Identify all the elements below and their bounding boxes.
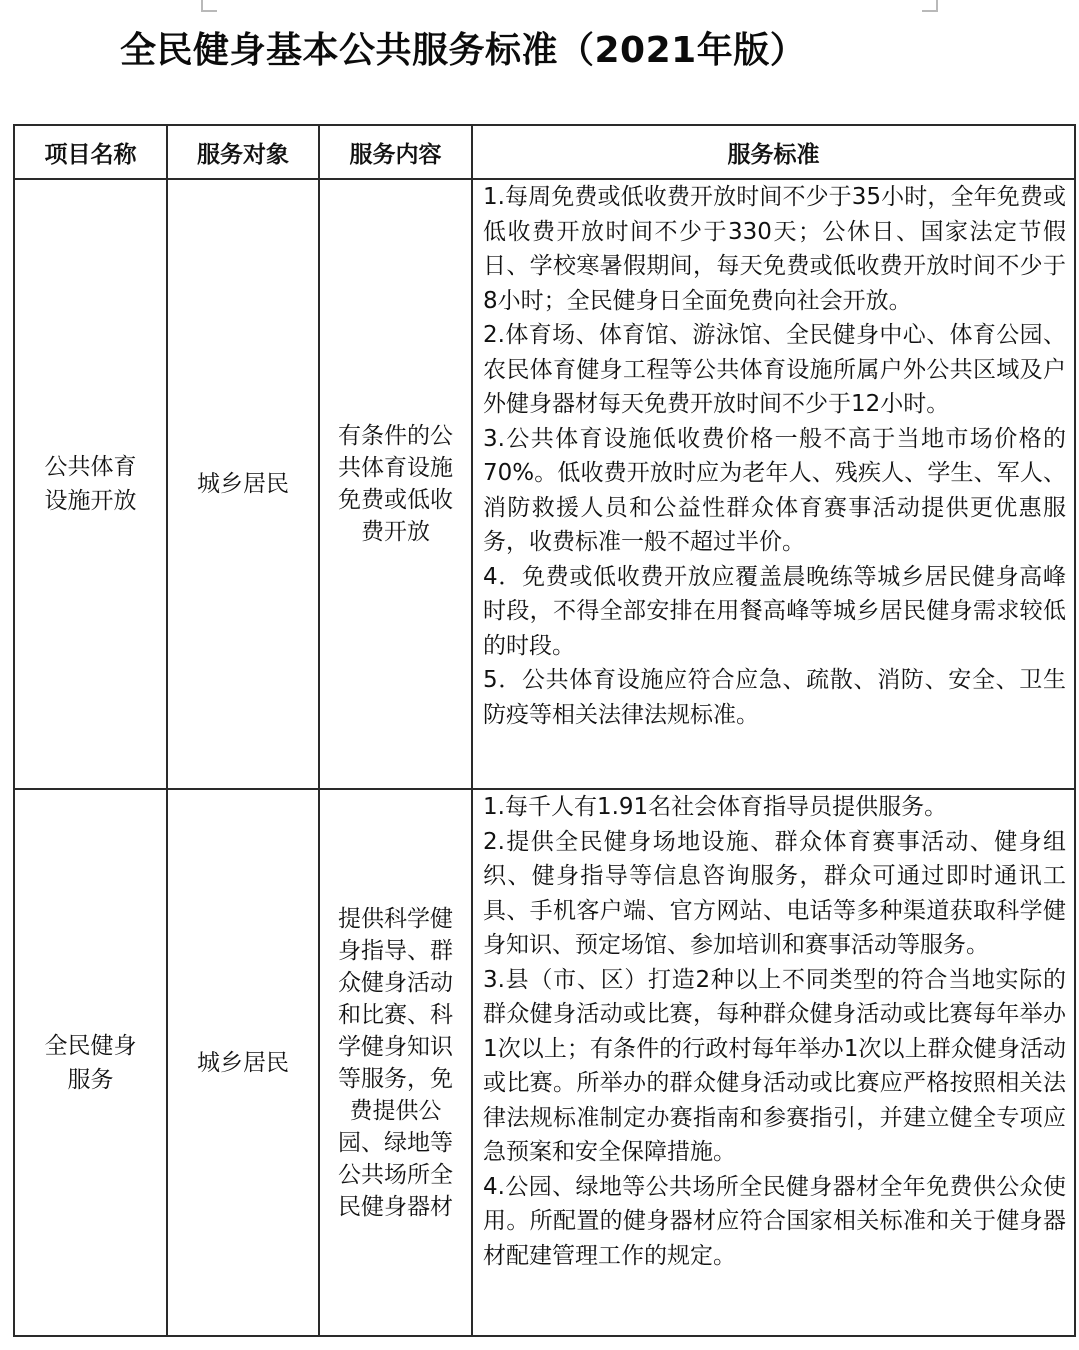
- standard-item: 3.公共体育设施低收费价格一般不高于当地市场价格的70%。低收费开放时应为老年人、残疾人、学生、军人、消防救援人员和公益性群众体育赛事活动提供更优惠服务，收费标准一般不超过半价。: [483, 425, 1066, 555]
- crop-mark-right: [922, 0, 938, 12]
- standard-item: 5．公共体育设施应符合应急、疏散、消防、安全、卫生防疫等相关法律法规标准。: [483, 667, 1066, 728]
- standard-item: 1.每周免费或低收费开放时间不少于35小时，全年免费或低收费开放时间不少于330天；公休日、国家法定节假日、学校寒暑假期间，每天免费或低收费开放时间不少于8小时；全民健身日全面免费向社会开放。: [483, 184, 1066, 314]
- project-name-cell: [14, 789, 167, 1336]
- standard-item: 2.提供全民健身场地设施、群众体育赛事活动、健身组织、健身指导等信息咨询服务，群众可通过即时通讯工具、手机客户端、官方网站、电话等多种渠道获取科学健身知识、预定场馆、参加培训和赛事活动等服务。: [483, 828, 1066, 958]
- standard-item: 4．免费或低收费开放应覆盖晨晚练等城乡居民健身高峰时段，不得全部安排在用餐高峰等城乡居民健身需求较低的时段。: [483, 563, 1066, 659]
- header-service-standard: 服务标准: [472, 125, 1075, 179]
- document-title: 全民健身基本公共服务标准（2021年版）: [120, 30, 807, 71]
- table-header-row: [14, 125, 1075, 179]
- service-target-cell: 城乡居民: [167, 789, 319, 1336]
- project-name-text: 全民健身服务: [44, 1032, 137, 1093]
- service-standard-cell: [472, 179, 1075, 789]
- standard-item: 3.县（市、区）打造2种以上不同类型的符合当地实际的群众健身活动或比赛，每种群众健身活动或比赛每年举办1次以上；有条件的行政村每年举办1次以上群众健身活动或比赛。所举办的群众健身活动或比赛应严格按照相关法律法规标准制定办赛指南和参赛指引，并建立健全专项应急预案和安全保障措施。: [483, 966, 1066, 1165]
- header-service-content: 服务内容: [319, 125, 472, 179]
- header-service-target: 服务对象: [167, 125, 319, 179]
- standard-item: 4.公园、绿地等公共场所全民健身器材全年免费供公众使用。所配置的健身器材应符合国家相关标准和关于健身器材配建管理工作的规定。: [483, 1173, 1066, 1269]
- service-content-cell: [319, 179, 472, 789]
- header-project-name: 项目名称: [14, 125, 167, 179]
- project-name-text: 公共体育设施开放: [44, 454, 137, 514]
- crop-mark-left: [201, 0, 217, 12]
- standard-item: 2.体育场、体育馆、游泳馆、全民健身中心、体育公园、农民体育健身工程等公共体育设施所属户外公共区域及户外健身器材每天免费开放时间不少于12小时。: [483, 322, 1066, 417]
- service-content-text: 提供科学健身指导、群众健身活动和比赛、科学健身知识等服务，免费提供公园、绿地等公共场所全民健身器材: [338, 905, 453, 1220]
- table-row: [14, 789, 1075, 1336]
- table-row: [14, 179, 1075, 789]
- service-standard-table: [13, 124, 1076, 1337]
- service-standard-cell: [472, 789, 1075, 1336]
- project-name-cell: [14, 179, 167, 789]
- service-target-cell: 城乡居民: [167, 179, 319, 789]
- standard-item: 1.每千人有1.91名社会体育指导员提供服务。: [483, 794, 948, 820]
- service-content-text: 有条件的公共体育设施免费或低收费开放: [338, 423, 453, 545]
- service-content-cell: [319, 789, 472, 1336]
